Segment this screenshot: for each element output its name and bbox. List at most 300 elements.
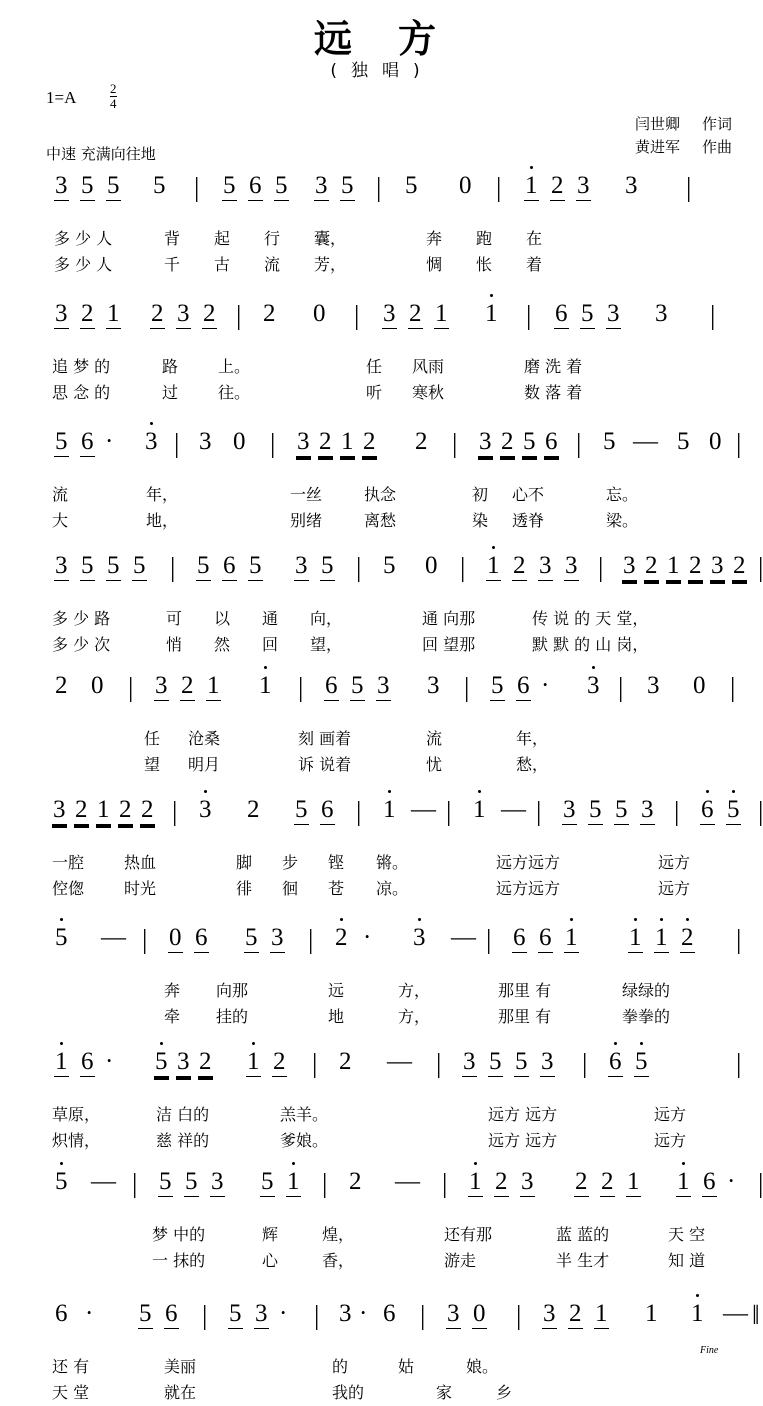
note (568, 1300, 583, 1329)
lyric-syllable: 远方 远方 (488, 1105, 558, 1124)
note (520, 1168, 535, 1197)
note-digit: 2 (199, 1048, 212, 1075)
note-digit: 6 (81, 428, 94, 455)
barline: | (598, 552, 604, 582)
barline: | (194, 172, 200, 202)
note-digit: 2 (513, 552, 526, 579)
lyric-syllable: 多 少 人 (54, 255, 113, 274)
lyric-syllable: 的 (332, 1357, 349, 1376)
note-row (46, 172, 732, 226)
note (574, 1168, 589, 1197)
lyric-syllable: 凉。 (376, 879, 409, 898)
note (410, 796, 437, 824)
note (260, 1168, 275, 1197)
lyric-syllable: 我的 (332, 1383, 365, 1402)
note (222, 552, 237, 581)
barline: | (736, 1048, 742, 1078)
note-digit: 5 (159, 1168, 172, 1195)
lyric-syllable: 一腔 (52, 853, 85, 872)
lyric-syllable: 背 (164, 229, 181, 248)
note-row (46, 428, 742, 482)
lyric-syllable: 风雨 (412, 357, 445, 376)
note-digit: 6 (321, 796, 334, 823)
note-digit: 6 (703, 1168, 716, 1195)
lyric-syllable: 热血 (124, 853, 157, 872)
note-digit: 3 (295, 552, 308, 579)
note (84, 1300, 94, 1328)
note (154, 1048, 169, 1077)
lyric-row-1 (46, 226, 732, 252)
note-digit: · (363, 924, 372, 951)
music-system (0, 924, 750, 1030)
note-digit: 2 (319, 428, 332, 455)
note-digit: 1 (595, 1300, 608, 1327)
lyric-syllable: 羔羊。 (280, 1105, 329, 1124)
note-digit: 5 (321, 552, 334, 579)
lyricist-name: 闫世卿 (634, 115, 680, 133)
note (468, 1168, 483, 1197)
lyric-syllable: 上。 (218, 357, 251, 376)
lyric-syllable: 梦 中的 (152, 1225, 206, 1244)
note (100, 924, 127, 952)
note (564, 924, 579, 953)
note-digit: 2 (415, 428, 428, 455)
note-digit: 5 (155, 1048, 168, 1075)
note-digit: 0 (313, 300, 326, 327)
note (96, 796, 111, 825)
music-system (0, 1300, 760, 1406)
note (158, 1168, 173, 1197)
note-digit: 2 (263, 300, 276, 327)
lyric-syllable: 往。 (218, 383, 251, 402)
lyric-syllable: 起 (214, 229, 231, 248)
note (654, 300, 669, 328)
note (524, 172, 539, 201)
lyric-syllable: 脚 (236, 853, 253, 872)
note-digit: — (387, 1048, 412, 1075)
lyric-syllable: 地 (328, 1007, 345, 1026)
note-digit: 1 (473, 796, 486, 823)
lyric-row-2 (46, 1004, 732, 1030)
lyric-syllable: 芳， (314, 255, 347, 274)
lyric-syllable: 以 (214, 609, 231, 628)
note (262, 300, 277, 328)
note-digit: 5 (133, 552, 146, 579)
lyric-syllable: 奔 (164, 981, 181, 1000)
barline: | (420, 1300, 426, 1330)
note (462, 1048, 477, 1077)
note (606, 300, 621, 329)
note-digit: 2 (363, 428, 376, 455)
note-digit: — (501, 796, 526, 823)
note-digit: 1 (287, 1168, 300, 1195)
note-digit: 3 (55, 552, 68, 579)
note (74, 796, 89, 825)
note (80, 172, 95, 201)
note (152, 172, 167, 200)
note-row (46, 672, 736, 726)
note (106, 552, 121, 581)
note (54, 428, 69, 457)
note (80, 300, 95, 329)
note (472, 796, 487, 824)
note-digit: 3 (255, 1300, 268, 1327)
note-digit: 5 (55, 428, 68, 455)
lyric-syllable: 别绪 (290, 511, 323, 530)
note (350, 672, 365, 701)
note-digit: 2 (575, 1168, 588, 1195)
note (80, 1048, 95, 1077)
barline: | (270, 428, 276, 458)
note (320, 552, 335, 581)
barline: | (174, 428, 180, 458)
note (488, 1048, 503, 1077)
note-digit: 2 (75, 796, 88, 823)
meter-denominator: 4 (110, 95, 117, 111)
note (362, 428, 377, 457)
note (624, 172, 639, 200)
note (622, 552, 637, 581)
note (490, 672, 505, 701)
note-digit: 3 (297, 428, 310, 455)
lyric-syllable: 心 (262, 1251, 279, 1270)
note-digit: 5 (107, 172, 120, 199)
note-digit: 2 (119, 796, 132, 823)
note (426, 672, 441, 700)
composer-name: 黄进军 (634, 137, 680, 156)
note-digit: 5 (245, 924, 258, 951)
note-digit: 5 (223, 172, 236, 199)
note (676, 428, 691, 456)
lyric-row-1 (46, 726, 732, 752)
lyric-row-2 (46, 508, 732, 534)
note (144, 428, 159, 456)
note-digit: — (101, 924, 126, 951)
note (600, 1168, 615, 1197)
note (118, 796, 133, 825)
note-digit: 3 (427, 672, 440, 699)
note (168, 924, 183, 953)
barline: | (536, 796, 542, 826)
note-digit: 0 (233, 428, 246, 455)
note-digit: 0 (91, 672, 104, 699)
note-digit: · (85, 1300, 94, 1327)
lyric-syllable: 向， (310, 609, 343, 628)
note (512, 552, 527, 581)
note-digit: 6 (81, 1048, 94, 1075)
note (244, 924, 259, 953)
lyric-syllable: 怅 (476, 255, 493, 274)
lyric-syllable: 地， (146, 511, 179, 530)
lyric-syllable: 倥偬 (52, 879, 85, 898)
lyric-syllable: 徘 (236, 879, 253, 898)
lyric-syllable: 听 (366, 383, 383, 402)
meter-numerator: 2 (110, 81, 117, 96)
note (196, 552, 211, 581)
note (80, 428, 95, 457)
barline: | (322, 1168, 328, 1198)
lyric-syllable: 执念 (364, 485, 397, 504)
note-digit: · (359, 1300, 368, 1327)
lyric-syllable: 追 梦 的 (52, 357, 111, 376)
composer-role: 作曲 (701, 137, 732, 156)
note (722, 1300, 749, 1328)
note-digit: 1 (341, 428, 354, 455)
note (540, 672, 550, 700)
note (554, 300, 569, 329)
lyric-syllable: 惆 (426, 255, 443, 274)
lyric-syllable: 那里 有 (498, 981, 552, 1000)
lyric-syllable: 通 向那 (422, 609, 476, 628)
note (446, 1300, 461, 1329)
note (602, 428, 617, 456)
note (138, 1300, 153, 1329)
lyric-row-2 (46, 1380, 732, 1406)
note (222, 172, 237, 201)
lyric-syllable: 还有那 (444, 1225, 493, 1244)
note (576, 172, 591, 201)
lyric-syllable: 沧桑 (188, 729, 221, 748)
note-digit: 5 (275, 172, 288, 199)
note (550, 172, 565, 201)
note-digit: 3 (447, 1300, 460, 1327)
note (580, 300, 595, 329)
note-digit: 5 (185, 1168, 198, 1195)
barline: ‖ (752, 1300, 760, 1330)
note (54, 1300, 69, 1328)
time-signature (110, 82, 117, 110)
note-digit: 3 (711, 552, 724, 579)
note-digit: 3 (199, 796, 212, 823)
lyric-row-1 (46, 1354, 732, 1380)
note-digit: 5 (55, 924, 68, 951)
lyric-syllable: 在 (526, 229, 543, 248)
note (542, 1300, 557, 1329)
lyric-syllable: 多 少 路 (52, 609, 111, 628)
lyric-syllable: 忧 (426, 755, 443, 774)
note-digit: 6 (223, 552, 236, 579)
music-system (0, 672, 750, 778)
barline: | (736, 428, 742, 458)
lyric-syllable: 铿 (328, 853, 345, 872)
lyric-syllable: 回 望那 (422, 635, 476, 654)
note (500, 796, 527, 824)
note (90, 1168, 117, 1196)
barline: | (736, 924, 742, 954)
note-digit: 5 (489, 1048, 502, 1075)
note-digit: 1 (259, 672, 272, 699)
note (434, 300, 449, 329)
note (80, 552, 95, 581)
note-row (46, 924, 742, 978)
note (358, 1300, 368, 1328)
note-digit: 3 (271, 924, 284, 951)
note-digit: 1 (629, 924, 642, 951)
note-digit: 2 (733, 552, 746, 579)
note (198, 1048, 213, 1077)
barline: | (486, 924, 492, 954)
lyric-row-1 (46, 606, 732, 632)
lyric-syllable: 知 道 (668, 1251, 706, 1270)
note-digit: · (105, 428, 114, 455)
note (348, 1168, 363, 1196)
note (376, 672, 391, 701)
lyric-row-2 (46, 1248, 732, 1274)
note (538, 552, 553, 581)
lyric-syllable: 回 (262, 635, 279, 654)
lyric-syllable: 寒秋 (412, 383, 445, 402)
note-digit: · (727, 1168, 736, 1195)
note-digit: 1 (525, 172, 538, 199)
note (176, 300, 191, 329)
note-digit: 5 (491, 672, 504, 699)
lyric-row-1 (46, 1102, 732, 1128)
note-digit: 1 (485, 300, 498, 327)
lyric-syllable: 向那 (216, 981, 249, 1000)
note-digit: 1 (627, 1168, 640, 1195)
note-digit: 1 (435, 300, 448, 327)
note (514, 1048, 529, 1077)
note (90, 672, 105, 700)
note-digit: 5 (635, 1048, 648, 1075)
note (104, 1048, 114, 1076)
note-digit: 3 (563, 796, 576, 823)
lyric-syllable: 远方 (658, 853, 691, 872)
lyric-syllable: 年， (516, 729, 549, 748)
note (248, 172, 263, 201)
lyric-syllable: 远方 (654, 1105, 687, 1124)
note (634, 1048, 649, 1077)
lyric-syllable: 数 落 着 (524, 383, 583, 402)
lyric-syllable: 远方远方 (496, 853, 561, 872)
note (338, 1048, 353, 1076)
lyric-syllable: 一丝 (290, 485, 323, 504)
note (708, 428, 723, 456)
note (274, 172, 289, 201)
note-digit: 5 (615, 796, 628, 823)
note-row (46, 552, 763, 606)
note-digit: 3 (383, 300, 396, 327)
note-digit: 3 (647, 672, 660, 699)
lyric-syllable: 游走 (444, 1251, 477, 1270)
lyric-syllable: 千 (164, 255, 181, 274)
note (414, 428, 429, 456)
note-digit: 1 (565, 924, 578, 951)
note (272, 1048, 287, 1077)
note-digit: 5 (81, 552, 94, 579)
lyric-syllable: 方， (398, 1007, 431, 1026)
note (726, 1168, 736, 1196)
note (198, 796, 213, 824)
lyric-syllable: 染 (472, 511, 489, 530)
barline: | (132, 1168, 138, 1198)
note (386, 1048, 413, 1076)
note (644, 552, 659, 581)
note (478, 428, 493, 457)
note (404, 172, 419, 200)
lyric-syllable: 天 空 (668, 1225, 706, 1244)
barline: | (436, 1048, 442, 1078)
lyric-syllable: 远方 远方 (488, 1131, 558, 1150)
lyric-row-1 (46, 850, 732, 876)
note-digit: 5 (677, 428, 690, 455)
barline: | (236, 300, 242, 330)
note-digit: 6 (701, 796, 714, 823)
note (54, 1168, 69, 1196)
lyric-syllable: 明月 (188, 755, 221, 774)
lyric-syllable: 辉 (262, 1225, 279, 1244)
note (450, 924, 477, 952)
note-digit: 2 (141, 796, 154, 823)
note (246, 1048, 261, 1077)
note-row (46, 796, 763, 850)
note-digit: — (91, 1168, 116, 1195)
note (254, 1300, 269, 1329)
note (382, 300, 397, 329)
note (732, 552, 747, 581)
note-digit: 2 (151, 300, 164, 327)
note-digit: 2 (551, 172, 564, 199)
page-subtitle: (独唱) (330, 61, 434, 81)
note-digit: 1 (247, 1048, 260, 1075)
note (680, 924, 695, 953)
lyric-row-1 (46, 482, 732, 508)
note (512, 924, 527, 953)
note-digit: 3 (463, 1048, 476, 1075)
note (258, 672, 273, 700)
note-digit: 6 (539, 924, 552, 951)
note-digit: 1 (107, 300, 120, 327)
note-digit: 6 (517, 672, 530, 699)
note (588, 796, 603, 825)
lyric-syllable: 古 (214, 255, 231, 274)
tempo-marking: 中速 充满向往地 (46, 145, 156, 163)
note-digit: — (723, 1300, 748, 1327)
lyric-syllable: 香， (322, 1251, 355, 1270)
barline: | (172, 796, 178, 826)
barline: | (576, 428, 582, 458)
lyric-syllable: 大 (52, 511, 69, 530)
note-digit: 2 (409, 300, 422, 327)
note-digit: 2 (203, 300, 216, 327)
note (106, 300, 121, 329)
note (338, 1300, 353, 1328)
credits (635, 113, 732, 158)
note (594, 1300, 609, 1329)
lyric-row-2 (46, 380, 732, 406)
barline: | (496, 172, 502, 202)
lyric-syllable: 年， (146, 485, 179, 504)
note-digit: 5 (153, 172, 166, 199)
lyric-syllable: 愁， (516, 755, 549, 774)
lyric-syllable: 远方 (654, 1131, 687, 1150)
barline: | (356, 796, 362, 826)
note-digit: 5 (589, 796, 602, 823)
lyric-syllable: 草原， (52, 1105, 101, 1124)
note-digit: 3 (199, 428, 212, 455)
barline: | (758, 552, 763, 582)
barline: | (376, 172, 382, 202)
note (500, 428, 515, 457)
note-digit: 3 (587, 672, 600, 699)
note (628, 924, 643, 953)
note (334, 924, 349, 952)
note-digit: 5 (249, 552, 262, 579)
note-row (46, 1168, 763, 1222)
lyric-row-1 (46, 978, 732, 1004)
note-digit: 3 (543, 1300, 556, 1327)
note-digit: 2 (81, 300, 94, 327)
